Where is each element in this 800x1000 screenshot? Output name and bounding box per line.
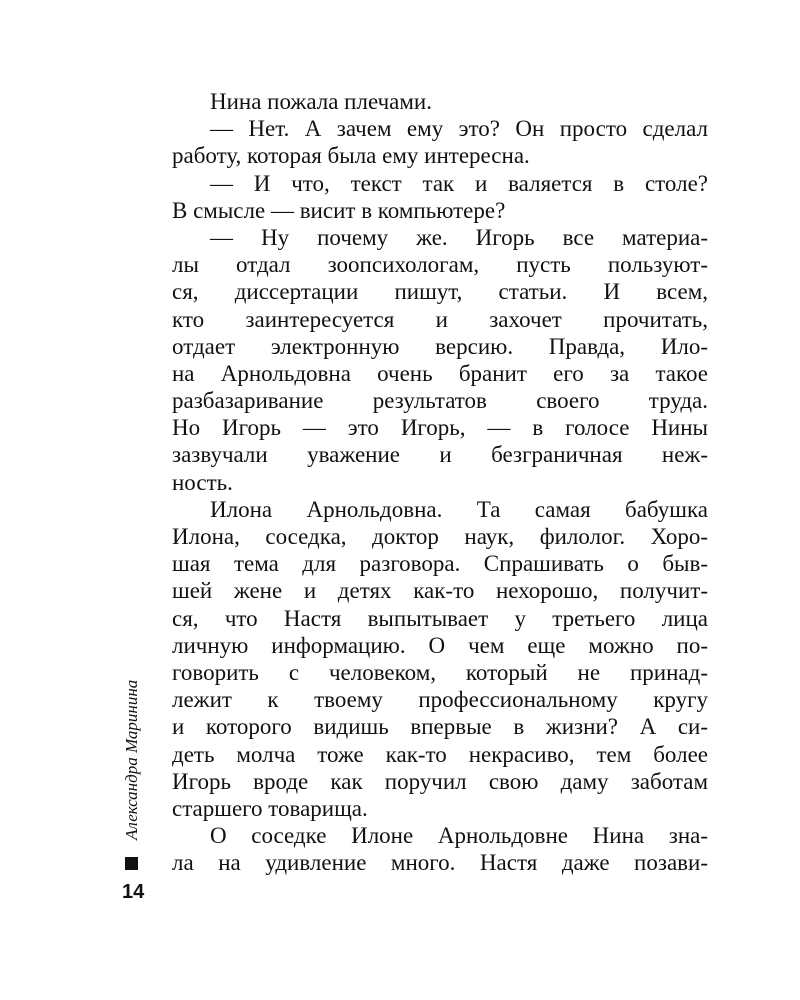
text-line: Но Игорь — это Игорь, — в голосе Нины (172, 415, 708, 441)
text-line: разбазаривание результатов своего труда. (172, 388, 708, 414)
text-line: Игорь вроде как поручил свою даму заботам (172, 768, 708, 794)
text-line: ла на удивление много. Настя даже позави- (172, 850, 708, 876)
body-text (172, 88, 708, 876)
text-line: В смысле — висит в компьютере? (172, 197, 506, 223)
text-line: говорить с человеком, который не принад- (172, 659, 708, 685)
text-line: старшего товарища. (172, 795, 368, 821)
text-line: лежит к твоему профессиональному кругу (172, 687, 708, 713)
text-line: кто заинтересуется и захочет прочитать, (172, 306, 708, 332)
text-line: на Арнольдовна очень бранит его за такое (172, 360, 708, 386)
text-line: ся, что Настя выпытывает у третьего лица (172, 605, 708, 631)
decorative-square-icon (125, 857, 138, 870)
page-number: 14 (122, 881, 145, 903)
text-line: работу, которая была ему интересна. (172, 143, 530, 169)
text-line: Илона, соседка, доктор наук, филолог. Хоро- (172, 524, 708, 549)
text-line: лы отдал зоопсихологам, пусть пользуют- (172, 252, 708, 278)
text-line: шей жене и детях как-то нехорошо, получит- (172, 578, 708, 604)
text-line: ся, диссертации пишут, статьи. И всем, (172, 279, 708, 305)
text-line: зазвучали уважение и безграничная неж- (172, 442, 708, 468)
text-line: Илона Арнольдовна. Та самая бабушка (210, 496, 708, 522)
text-line: — Ну почему же. Игорь все материа- (210, 224, 708, 250)
text-line: Нина пожала плечами. (210, 89, 432, 114)
text-line: шая тема для разговора. Спрашивать о быв- (172, 551, 708, 577)
running-head-author: Александра Маринина (122, 679, 141, 840)
text-line: отдает электронную версию. Правда, Ило- (172, 333, 708, 359)
text-line: — И что, текст так и валяется в столе? (210, 170, 708, 196)
text-line: ность. (172, 469, 233, 495)
text-line: — Нет. А зачем ему это? Он просто сделал (210, 116, 708, 142)
text-line: деть молча тоже как-то некрасиво, тем более (172, 741, 708, 767)
text-line: и которого видишь впервые в жизни? А си- (172, 714, 708, 740)
text-line: личную информацию. О чем еще можно по- (172, 632, 708, 658)
text-line: О соседке Илоне Арнольдовне Нина зна- (210, 823, 708, 849)
